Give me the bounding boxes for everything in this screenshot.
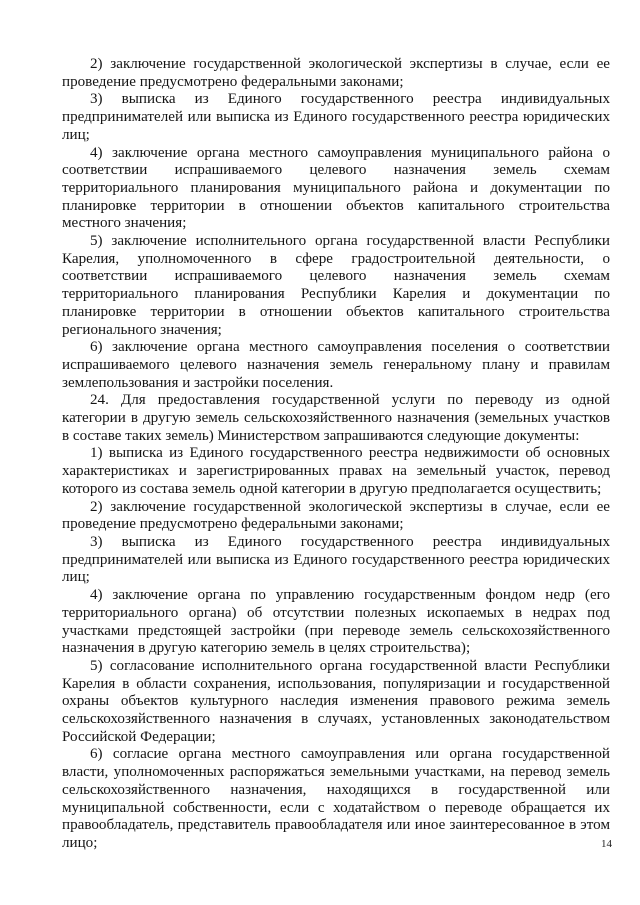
paragraph-item-2-expertise: 2) заключение государственной экологической экспертизы в случае, если ее проведение предусмотрено федеральными законами; <box>62 56 610 90</box>
paragraph-item-6-consent: 6) согласие органа местного самоуправления или органа государственной власти, уполномоченных распоряжаться земельными участками, на перевод земель сельскохозяйственного назначения, находящихся в государственной или муниципальной собственности, если с ходатайством о переводе обращается их правообладатель, представитель правообладателя или иное заинтересованное в этом лицо; <box>62 746 610 851</box>
paragraph-item-6-settlement: 6) заключение органа местного самоуправления поселения о соответствии испрашиваемого целевого назначения земель генеральному плану и правилам землепользования и застройки поселения. <box>62 339 610 391</box>
page-number: 14 <box>601 838 612 850</box>
paragraph-item-5-executive-body: 5) заключение исполнительного органа государственной власти Республики Карелия, уполномоченного в сфере градостроительной деятельности, о соответствии испрашиваемого целевого назначения земель схемам территориального планирования Республики Карелия и документации по планировке территории в отношении объектов капитального строительства регионального значения; <box>62 233 610 338</box>
paragraph-item-3-register-extract: 3) выписка из Единого государственного реестра индивидуальных предпринимателей или выписка из Единого государственного реестра юридических лиц; <box>62 91 610 143</box>
paragraph-item-1-real-estate-extract: 1) выписка из Единого государственного реестра недвижимости об основных характеристиках и зарегистрированных правах на земельный участок, перевод которого из состава земель одной категории в другую предполагается осуществить; <box>62 445 610 497</box>
paragraph-item-5-cultural-heritage: 5) согласование исполнительного органа государственной власти Республики Карелия в области сохранения, использования, популяризации и государственной охраны объектов культурного наследия изменения правового режима земель сельскохозяйственного назначения в случаях, установленных законодательством Российской Федерации; <box>62 657 610 745</box>
paragraph-item-4-municipal-district: 4) заключение органа местного самоуправления муниципального района о соответствии испрашиваемого целевого назначения земель схемам территориального планирования муниципального района и документации по планировке территории в отношении объектов капитального строительства местного значения; <box>62 144 610 232</box>
paragraph-section-24: 24. Для предоставления государственной услуги по переводу из одной категории в другую земель сельскохозяйственного назначения (земельных участков в составе таких земель) Министерством запрашиваются следующие документы: <box>62 392 610 444</box>
paragraph-item-2-expertise-repeat: 2) заключение государственной экологической экспертизы в случае, если ее проведение предусмотрено федеральными законами; <box>62 498 610 533</box>
paragraph-item-3-register-extract-repeat: 3) выписка из Единого государственного реестра индивидуальных предпринимателей или выписка из Единого государственного реестра юридических лиц; <box>62 533 610 586</box>
paragraph-item-4-subsoil-fund: 4) заключение органа по управлению государственным фондом недр (его территориального органа) об отсутствии полезных ископаемых в недрах под участками предстоящей застройки (при переводе земель сельскохозяйственного назначения в другую категорию земель в целях строительства); <box>62 587 610 657</box>
document-body <box>62 56 610 853</box>
